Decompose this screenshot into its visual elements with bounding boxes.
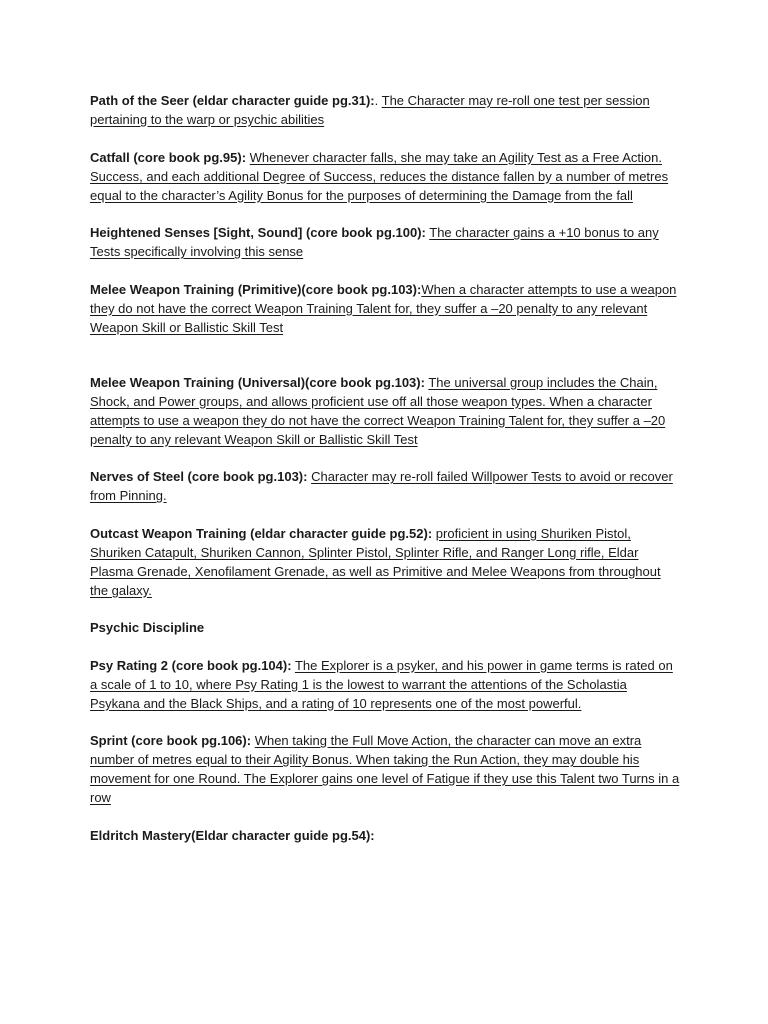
talent-description: The Character may re-roll one test per session pertaining to the warp or psychic abilities <box>90 93 650 127</box>
talent-description: Whenever character falls, she may take an Agility Test as a Free Action. Success, and each additional Degree of Success, reduces the distance fallen by a number of metres equal to the character’s Agility Bonus for the purposes of determining the Damage from the fall <box>90 149 669 203</box>
talent-title: Heightened Senses [Sight, Sound] (core book pg.100): <box>90 225 426 240</box>
talent-title: Catfall (core book pg.95): <box>90 149 247 165</box>
talent-description: When taking the Full Move Action, the character can move an extra number of metres equal to their Agility Bonus. When taking the Run Action, they may double his movement for one Round. The Explorer gains one level of Fatigue if they use this Talent two Turns in a row <box>90 733 680 805</box>
talent-entry-nerves-of-steel <box>90 467 680 505</box>
talent-title: Eldritch Mastery(Eldar character guide pg.54): <box>90 827 375 843</box>
talent-description: The character gains a +10 bonus to any Tests specifically involving this sense <box>90 225 659 259</box>
talent-title: Melee Weapon Training (Universal)(core book pg.103): <box>90 374 425 390</box>
talent-title: Melee Weapon Training (Primitive)(core book pg.103): <box>90 281 422 297</box>
talent-title: Psychic Discipline <box>90 620 205 635</box>
talent-description: When a character attempts to use a weapon they do not have the correct Weapon Training Talent for, they suffer a –20 penalty to any relevant Weapon Skill or Ballistic Skill Test <box>90 281 677 335</box>
talent-entry-melee-weapon-training-primitive <box>90 280 680 337</box>
talent-entry-sprint <box>90 731 680 807</box>
talent-description: Character may re-roll failed Willpower Tests to avoid or recover from Pinning. <box>90 469 673 503</box>
talent-entry-path-of-the-seer <box>90 91 680 129</box>
talent-entry-catfall <box>90 148 680 205</box>
talent-title: Psy Rating 2 (core book pg.104): <box>90 657 292 673</box>
talent-title: Outcast Weapon Training (eldar character guide pg.52): <box>90 525 433 541</box>
talent-entry-psychic-discipline <box>90 618 680 637</box>
talent-entry-melee-weapon-training-universal <box>90 373 680 449</box>
talent-list <box>90 91 680 863</box>
talent-description: The Explorer is a psyker, and his power in game terms is rated on a scale of 1 to 10, where Psy Rating 1 is the lowest to warrant the attentions of the Scholastia Psykana and the Black Ships, and a rating of 10 represents one of the most powerful. <box>90 657 673 711</box>
talent-entry-heightened-senses <box>90 223 680 261</box>
talent-entry-eldritch-mastery <box>90 826 680 845</box>
talent-title: Sprint (core book pg.106): <box>90 733 252 748</box>
talent-title: Nerves of Steel (core book pg.103): <box>90 469 308 484</box>
talent-entry-outcast-weapon-training <box>90 524 680 600</box>
talent-entry-psy-rating <box>90 656 680 713</box>
talent-title: Path of the Seer (eldar character guide pg.31): <box>90 93 375 108</box>
talent-description: The universal group includes the Chain, Shock, and Power groups, and allows proficient use off all those weapon types. When a character attempts to use a weapon they do not have the correct Weapon Training Talent for, they suffer a –20 penalty to any relevant Weapon Skill or Ballistic Skill Test <box>90 374 666 447</box>
talent-description: proficient in using Shuriken Pistol, Shuriken Catapult, Shuriken Cannon, Splinter Pistol, Splinter Rifle, and Ranger Long rifle, Eldar Plasma Grenade, Xenofilament Grenade, as well as Primitive and Melee Weapons from throughout the galaxy. <box>90 525 661 598</box>
separator: . <box>374 93 382 108</box>
